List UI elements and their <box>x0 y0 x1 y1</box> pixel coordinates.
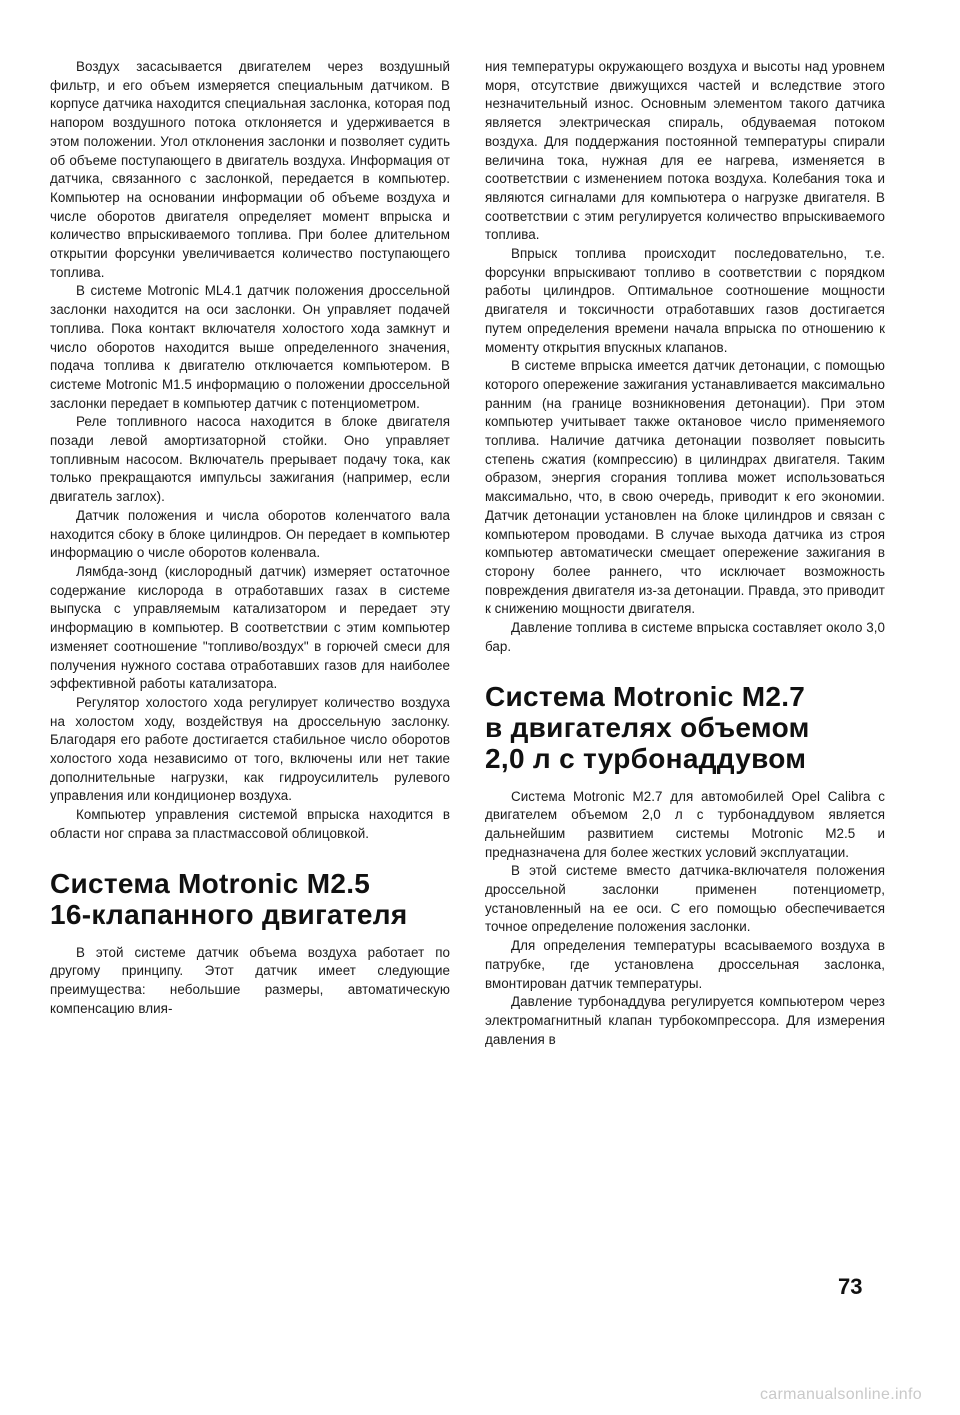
paragraph: В системе Motronic ML4.1 датчик положения дроссельной заслонки находится на оси заслонки. Он управляет подачей топлива. Пока контакт включателя холостого хода замкнут и число оборотов находится выше определенного значения, подача топлива к двигателю отключается компьютером. В системе Motronic M1.5 информацию о положении дроссельной заслонки передает в компьютер датчик с потенциометром. <box>50 283 450 411</box>
heading-line: Система Motronic M2.5 <box>50 867 371 899</box>
paragraph: В этой системе вместо датчика-включателя положения дроссельной заслонки применен потенциометр, установленный на ее оси. С его помощью обеспечивается точное определение положения заслонки. <box>485 863 885 935</box>
paragraph: Датчик положения и числа оборотов коленчатого вала находится сбоку в блоке цилиндров. Он передает в компьютер информацию о числе оборотов коленвала. <box>50 507 450 561</box>
heading-line: 2,0 л с турбонаддувом <box>485 742 807 774</box>
paragraph: Давление турбонаддува регулируется компьютером через электромагнитный клапан турбокомпрессора. Для измерения давления в <box>485 994 885 1047</box>
heading-line: Система Motronic M2.7 <box>485 680 806 712</box>
section-heading-m25 <box>50 868 450 930</box>
page-number: 73 <box>838 1274 863 1299</box>
heading-line: в двигателях объемом <box>485 711 810 743</box>
paragraph-continued: ния температуры окружающего воздуха и высоты над уровнем моря, отсутствие движущихся частей и вследствие этого незначительный износ. Основным элементом такого датчика является электрическая спираль, обдуваемая потоком воздуха. Для поддержания постоянной температуры спирали величина тока, нужная для ее нагрева, изменяется в соответствии с изменением потока воздуха. Колебания тока и являются сигналами для компьютера о нагрузке двигателя. В соответствии с этим регулируется количество впрыскиваемого топлива. <box>485 59 885 243</box>
paragraph: Впрыск топлива происходит последовательно, т.е. форсунки впрыскивают топливо в соответствии с порядком работы цилиндров. Оптимальное соотношение мощности двигателя и токсичности отработавших газов достигается путем определения времени начала впрыска по отношению к моменту открытия впускных клапанов. <box>485 246 885 355</box>
section-heading-m27 <box>485 681 885 774</box>
paragraph: В системе впрыска имеется датчик детонации, с помощью которого опережение зажигания устанавливается максимально ранним (на границе возникновения детонации). При этом компьютер учитывает также октановое число применяемого топлива. Наличие датчика детонации позволяет повысить степень сжатия (компрессию) в цилиндрах двигателя. Таким образом, энергия сгорания топлива может использоваться максимально, что, в свою очередь, приводит к его экономии. Датчик детонации установлен на блоке цилиндров и связан с компьютером проводами. В случае выхода датчика из строя компьютер автоматически смещает опережение зажигания в сторону более раннего, что исключает возможность повреждения двигателя из-за детонации. Правда, это приводит к снижению мощности двигателя. <box>485 358 885 617</box>
paragraph: Давление топлива в системе впрыска составляет около 3,0 бар. <box>485 620 885 654</box>
paragraph: В этой системе датчик объема воздуха работает по другому принципу. Этот датчик имеет следующие преимущества: небольшие размеры, автоматическую компенсацию влия- <box>50 944 450 1016</box>
paragraph: Система Motronic M2.7 для автомобилей Opel Calibra с двигателем объемом 2,0 л с турбонаддувом является дальнейшим развитием системы Motronic M2.5 и предназначена для более жестких условий эксплуатации. <box>485 788 885 860</box>
watermark: carmanualsonline.info <box>760 1386 922 1403</box>
paragraph: Воздух засасывается двигателем через воздушный фильтр, и его объем измеряется специальным датчиком. В корпусе датчика находится специальная заслонка, которая под напором воздушного потока отклоняется и удерживается в этом положении. Угол отклонения заслонки и позволяет судить об объеме поступающего в двигатель воздуха. Информация от датчика, связанного с заслонкой, передается в компьютер. Компьютер на основании информации об объеме воздуха и числе оборотов двигателя определяет момент впрыска и количество впрыскиваемого топлива. При более длительном открытии форсунки увеличивается количество поступающего топлива. <box>50 59 450 280</box>
left-column <box>50 58 450 1018</box>
heading-line: 16-клапанного двигателя <box>50 898 408 930</box>
paragraph: Для определения температуры всасываемого воздуха в патрубке, где установлена дроссельная заслонка, вмонтирован датчик температуры. <box>485 938 885 991</box>
right-column <box>485 58 885 1049</box>
paragraph: Реле топливного насоса находится в блоке двигателя позади левой амортизаторной стойки. Оно управляет топливным насосом. Включатель прерывает подачу тока, как только прекращаются импульсы зажигания (например, если двигатель заглох). <box>50 414 450 505</box>
paragraph: Лямбда-зонд (кислородный датчик) измеряет остаточное содержание кислорода в отработавших газах в системе выпуска с управляемым катализатором и передает эту информацию в компьютер. В соответствии с этим компьютер изменяет соотношение "топливо/воздух" в горючей смеси для получения нужного состава отработавших газов для наиболее эффективной работы катализатора. <box>50 563 450 692</box>
paragraph: Компьютер управления системой впрыска находится в области ног справа за пластмассовой облицовкой. <box>50 807 450 841</box>
paragraph: Регулятор холостого хода регулирует количество воздуха на холостом ходу, воздействуя на дроссельную заслонку. Благодаря его работе достигается стабильное число оборотов холостого хода независимо от того, включены или нет такие дополнительные нагрузки, как гидроусилитель рулевого управления или кондиционер воздуха. <box>50 694 450 804</box>
